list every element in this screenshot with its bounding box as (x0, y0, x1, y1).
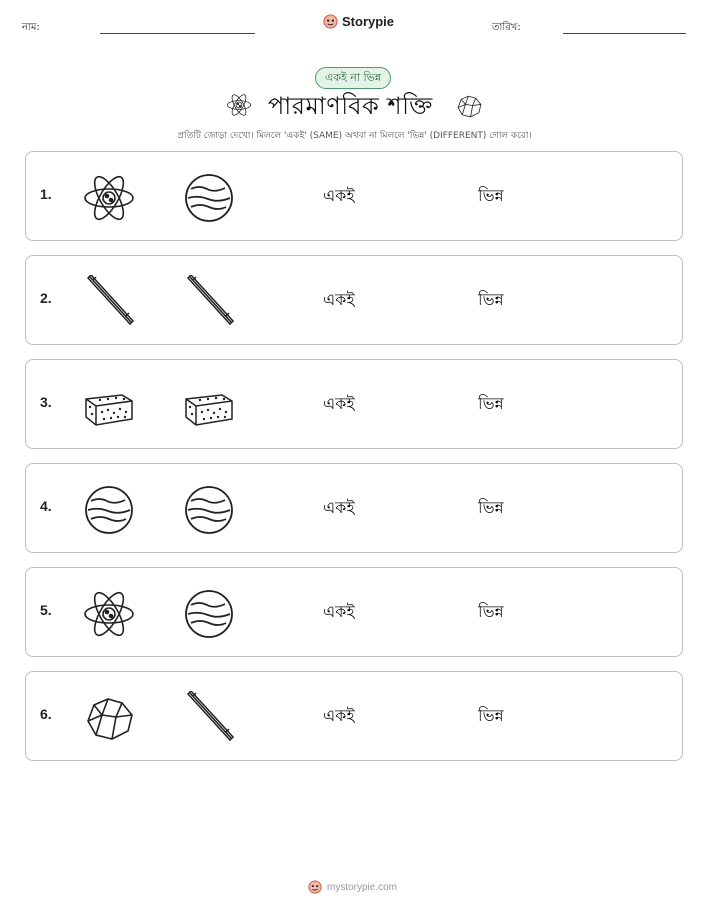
option-different[interactable]: ভিন্ন (478, 394, 504, 413)
name-label: নাম: (22, 22, 40, 33)
instructions: প্রতিটি জোড়া দেখো। মিললে 'একই' (SAME) অথবা না মিললে 'ভিন্ন' (DIFFERENT) গোল করো। (177, 131, 532, 141)
row-number: 3. (40, 394, 52, 410)
planet-icon (182, 587, 236, 641)
row-number: 1. (40, 186, 52, 202)
exercise-row (25, 463, 683, 553)
rod-icon (182, 275, 236, 329)
title-row (226, 88, 496, 124)
option-same[interactable]: একই (323, 706, 355, 725)
option-different[interactable]: ভিন্ন (478, 290, 504, 309)
storypie-logo-icon (308, 880, 322, 894)
brand-name: Storypie (342, 14, 395, 29)
planet-icon (182, 171, 236, 225)
storypie-logo-icon (323, 14, 338, 29)
exercise-row (25, 359, 683, 449)
rod-icon (82, 275, 136, 329)
rock-icon (454, 92, 484, 120)
exercise-row (25, 255, 683, 345)
brand-logo (323, 14, 394, 29)
page-title: পারমাণবিক শক্তি (268, 92, 433, 120)
option-same[interactable]: একই (323, 290, 355, 309)
atom-icon (226, 92, 252, 118)
block-icon (82, 379, 136, 433)
date-label: তারিখ: (492, 22, 521, 33)
planet-icon (82, 483, 136, 537)
option-same[interactable]: একই (323, 498, 355, 517)
atom-icon (82, 171, 136, 225)
exercise-row (25, 671, 683, 761)
row-number: 2. (40, 290, 52, 306)
option-different[interactable]: ভিন্ন (478, 186, 504, 205)
atom-icon (82, 587, 136, 641)
rock-icon (82, 691, 136, 745)
worksheet-type-tag: একই না ভিন্ন (315, 67, 391, 89)
option-different[interactable]: ভিন্ন (478, 602, 504, 621)
date-field[interactable] (563, 33, 686, 34)
footer (308, 880, 397, 894)
exercise-row (25, 567, 683, 657)
option-same[interactable]: একই (323, 186, 355, 205)
option-same[interactable]: একই (323, 602, 355, 621)
name-field[interactable] (100, 33, 255, 34)
row-number: 6. (40, 706, 52, 722)
footer-url[interactable]: mystorypie.com (327, 881, 398, 893)
option-same[interactable]: একই (323, 394, 355, 413)
planet-icon (182, 483, 236, 537)
rod-icon (182, 691, 236, 745)
row-number: 4. (40, 498, 52, 514)
row-number: 5. (40, 602, 52, 618)
option-different[interactable]: ভিন্ন (478, 706, 504, 725)
option-different[interactable]: ভিন্ন (478, 498, 504, 517)
exercise-row (25, 151, 683, 241)
block-icon (182, 379, 236, 433)
